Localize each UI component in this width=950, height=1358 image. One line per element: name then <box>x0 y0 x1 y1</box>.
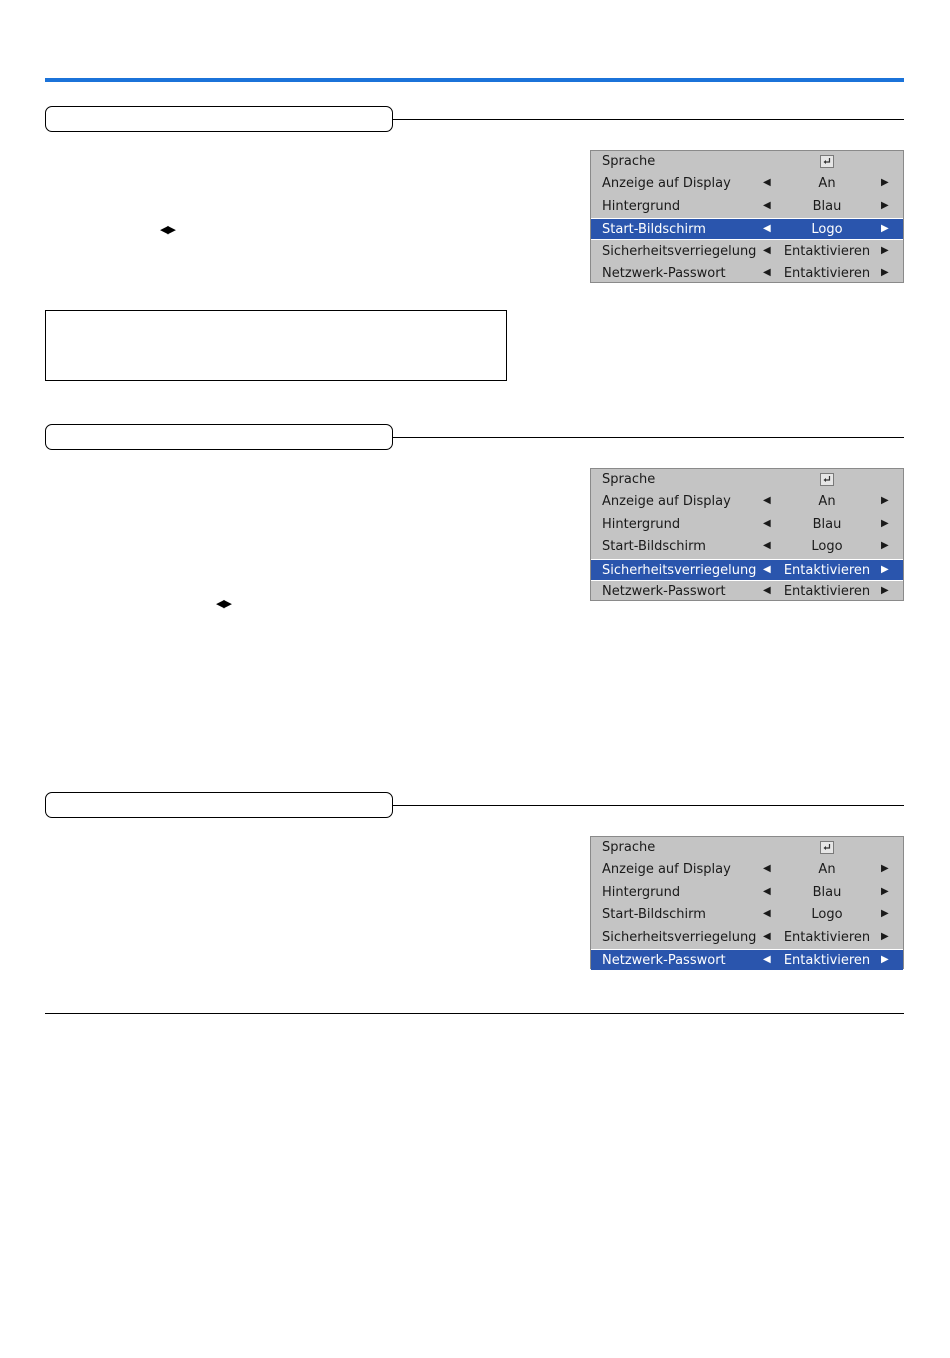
osd-row[interactable] <box>591 882 903 904</box>
osd-row[interactable] <box>591 491 903 513</box>
osd-row-value: An <box>818 176 836 192</box>
left-arrow-icon[interactable]: ◀ <box>763 267 771 278</box>
osd-row-label: Hintergrund <box>602 884 681 900</box>
osd-row-label: Netzwerk-Passwort <box>602 584 726 599</box>
osd-row-value: Entaktivieren <box>783 266 871 281</box>
right-arrow-icon[interactable]: ▶ <box>881 199 889 211</box>
section-header-1 <box>45 106 904 132</box>
left-arrow-icon[interactable]: ◀ <box>763 563 771 575</box>
osd-row[interactable] <box>591 151 903 173</box>
left-arrow-icon[interactable]: ◀ <box>763 177 771 189</box>
right-arrow-icon[interactable]: ▶ <box>881 930 889 942</box>
osd-row-label: Anzeige auf Display <box>602 176 731 192</box>
osd-row-value: Entaktivieren <box>783 953 871 968</box>
left-arrow-icon[interactable]: ◀ <box>763 517 771 529</box>
osd-row-value: Blau <box>812 516 842 532</box>
osd-row-label: Hintergrund <box>602 516 681 532</box>
osd-row[interactable] <box>591 514 903 536</box>
left-arrow-icon[interactable]: ◀ <box>763 495 771 507</box>
osd-row-value: Blau <box>812 198 842 214</box>
enter-icon <box>820 473 834 486</box>
left-right-arrows-icon: ◀▶ <box>216 597 231 610</box>
section-title-pill <box>45 106 393 132</box>
right-arrow-icon[interactable]: ▶ <box>881 585 889 596</box>
left-arrow-icon[interactable]: ◀ <box>763 930 771 942</box>
osd-row[interactable] <box>591 904 903 926</box>
osd-row-label: Sprache <box>602 840 656 855</box>
bottom-rule <box>45 1013 904 1014</box>
osd-row[interactable] <box>591 469 903 491</box>
osd-row-label: Hintergrund <box>602 198 681 214</box>
section-divider <box>392 805 904 806</box>
section-header-3 <box>45 792 904 818</box>
right-arrow-icon[interactable]: ▶ <box>881 563 889 575</box>
left-arrow-icon[interactable]: ◀ <box>763 885 771 897</box>
osd-row-value: Blau <box>812 884 842 900</box>
right-arrow-icon[interactable]: ▶ <box>881 540 889 552</box>
right-arrow-icon[interactable]: ▶ <box>881 863 889 875</box>
osd-row[interactable] <box>591 559 903 581</box>
right-arrow-icon[interactable]: ▶ <box>881 267 889 278</box>
osd-row-value: Entaktivieren <box>783 929 871 945</box>
osd-row[interactable] <box>591 263 903 285</box>
right-arrow-icon[interactable]: ▶ <box>881 517 889 529</box>
right-arrow-icon[interactable]: ▶ <box>881 244 889 256</box>
enter-icon <box>820 155 834 168</box>
osd-row-label: Start-Bildschirm <box>602 907 706 923</box>
right-arrow-icon[interactable]: ▶ <box>881 495 889 507</box>
section-divider <box>392 119 904 120</box>
osd-row-label: Sicherheitsverriegelung <box>602 562 757 578</box>
left-arrow-icon[interactable]: ◀ <box>763 540 771 552</box>
osd-row-value: Logo <box>811 907 843 923</box>
osd-row[interactable] <box>591 536 903 558</box>
osd-row-label: Sprache <box>602 472 656 487</box>
left-arrow-icon[interactable]: ◀ <box>763 199 771 211</box>
osd-row-label: Netzwerk-Passwort <box>602 266 726 281</box>
section-header-2 <box>45 424 904 450</box>
section-divider <box>392 437 904 438</box>
right-arrow-icon[interactable]: ▶ <box>881 908 889 920</box>
osd-row-label: Anzeige auf Display <box>602 494 731 510</box>
osd-row-label: Netzwerk-Passwort <box>602 953 726 968</box>
osd-row[interactable] <box>591 837 903 859</box>
osd-row-label: Start-Bildschirm <box>602 539 706 555</box>
osd-row-value: Logo <box>811 539 843 555</box>
left-arrow-icon[interactable]: ◀ <box>763 954 771 965</box>
osd-row-label: Start-Bildschirm <box>602 222 706 238</box>
osd-row-label: Anzeige auf Display <box>602 862 731 878</box>
osd-row[interactable] <box>591 859 903 881</box>
osd-row[interactable] <box>591 927 903 949</box>
osd-row-label: Sicherheitsverriegelung <box>602 929 757 945</box>
right-arrow-icon[interactable]: ▶ <box>881 885 889 897</box>
note-box <box>45 310 507 381</box>
osd-row[interactable] <box>591 241 903 263</box>
left-arrow-icon[interactable]: ◀ <box>763 585 771 596</box>
osd-menu <box>590 468 904 601</box>
left-arrow-icon[interactable]: ◀ <box>763 244 771 256</box>
osd-row-value: An <box>818 494 836 510</box>
osd-row[interactable] <box>591 173 903 195</box>
osd-row[interactable] <box>591 196 903 218</box>
section-title-pill <box>45 424 393 450</box>
osd-row-label: Sicherheitsverriegelung <box>602 243 757 259</box>
right-arrow-icon[interactable]: ▶ <box>881 223 889 235</box>
right-arrow-icon[interactable]: ▶ <box>881 954 889 965</box>
left-arrow-icon[interactable]: ◀ <box>763 223 771 235</box>
osd-row[interactable] <box>591 949 903 971</box>
top-accent-rule <box>45 78 904 82</box>
osd-row-value: Entaktivieren <box>783 243 871 259</box>
left-right-arrows-icon: ◀▶ <box>160 223 175 236</box>
osd-row-value: Entaktivieren <box>783 584 871 599</box>
left-arrow-icon[interactable]: ◀ <box>763 908 771 920</box>
section-title-pill <box>45 792 393 818</box>
osd-menu <box>590 150 904 283</box>
right-arrow-icon[interactable]: ▶ <box>881 177 889 189</box>
osd-row[interactable] <box>591 581 903 603</box>
osd-row-value: Entaktivieren <box>783 562 871 578</box>
osd-row-label: Sprache <box>602 154 656 169</box>
osd-row-value: Logo <box>811 222 843 238</box>
osd-row-value: An <box>818 862 836 878</box>
enter-icon <box>820 841 834 854</box>
left-arrow-icon[interactable]: ◀ <box>763 863 771 875</box>
osd-menu <box>590 836 904 969</box>
osd-row[interactable] <box>591 218 903 240</box>
